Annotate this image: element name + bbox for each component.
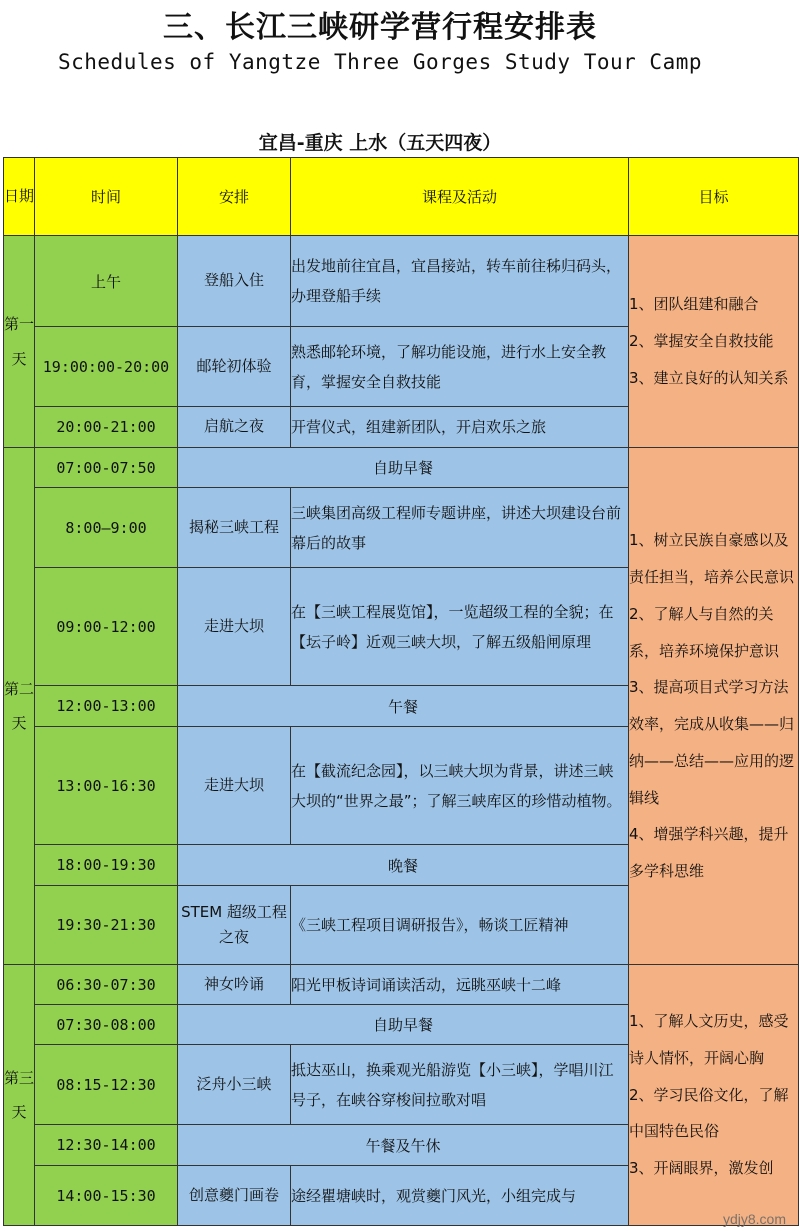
- day-cell: 第一天: [4, 236, 35, 448]
- time-cell: 19:30-21:30: [35, 886, 178, 965]
- arrangement-cell: 走进大坝: [178, 568, 291, 686]
- time-cell: 上午: [35, 236, 178, 327]
- time-cell: 19:00:00-20:00: [35, 327, 178, 407]
- goal-item: 3、开阔眼界，激发创: [629, 1159, 774, 1178]
- route-subtitle: 宜昌-重庆 上水（五天四夜）: [258, 132, 502, 154]
- meal-cell: 午餐及午休: [178, 1125, 629, 1166]
- header-goals: 目标: [629, 158, 799, 236]
- page-title: 三、长江三峡研学营行程安排表: [163, 10, 597, 45]
- meal-cell: 午餐: [178, 686, 629, 727]
- day-cell: 第三天: [4, 965, 35, 1226]
- activity-cell: 出发地前往宜昌，宜昌接站，转车前往秭归码头，办理登船手续: [291, 236, 629, 327]
- meal-cell: 自助早餐: [178, 448, 629, 488]
- time-cell: 12:30-14:00: [35, 1125, 178, 1166]
- arrangement-cell: 泛舟小三峡: [178, 1045, 291, 1125]
- arrangement-cell: 启航之夜: [178, 407, 291, 448]
- meal-cell: 晚餐: [178, 845, 629, 886]
- activity-cell: 在【截流纪念园】，以三峡大坝为背景，讲述三峡大坝的“世界之最”；了解三峡库区的珍惜动植物。: [291, 727, 629, 845]
- table-row: [4, 448, 799, 488]
- time-cell: 08:15-12:30: [35, 1045, 178, 1125]
- arrangement-cell: 创意夔门画卷: [178, 1166, 291, 1226]
- goal-item: 3、提高项目式学习方法效率，完成从收集——归纳——总结——应用的逻辑线: [629, 678, 795, 807]
- header-day: 日期: [4, 158, 35, 236]
- goal-item: 1、团队组建和融合: [629, 295, 759, 314]
- time-cell: 14:00-15:30: [35, 1166, 178, 1226]
- time-cell: 06:30-07:30: [35, 965, 178, 1005]
- time-cell: 20:00-21:00: [35, 407, 178, 448]
- activity-cell: 阳光甲板诗词诵读活动，远眺巫峡十二峰: [291, 965, 629, 1005]
- activity-cell: 开营仪式，组建新团队，开启欢乐之旅: [291, 407, 629, 448]
- activity-cell: 途经瞿塘峡时，观赏夔门风光，小组完成与: [291, 1166, 629, 1226]
- time-cell: 09:00-12:00: [35, 568, 178, 686]
- activity-cell: 三峡集团高级工程师专题讲座，讲述大坝建设台前幕后的故事: [291, 488, 629, 568]
- arrangement-cell: 揭秘三峡工程: [178, 488, 291, 568]
- table-row: [4, 965, 799, 1005]
- arrangement-cell: 邮轮初体验: [178, 327, 291, 407]
- goal-item: 4、增强学科兴趣，提升多学科思维: [629, 825, 789, 880]
- goal-item: 2、了解人与自然的关系，培养环境保护意识: [629, 604, 780, 660]
- goal-item: 2、学习民俗文化，了解中国特色民俗: [629, 1085, 789, 1141]
- goals-cell: [629, 236, 799, 448]
- watermark: ydjy8.com: [722, 1211, 786, 1227]
- time-cell: 18:00-19:30: [35, 845, 178, 886]
- activity-cell: 抵达巫山，换乘观光船游览【小三峡】，学唱川江号子，在峡谷穿梭间拉歌对唱: [291, 1045, 629, 1125]
- arrangement-cell: 走进大坝: [178, 727, 291, 845]
- goals-cell: [629, 965, 799, 1226]
- time-cell: 13:00-16:30: [35, 727, 178, 845]
- arrangement-cell: STEM 超级工程之夜: [178, 886, 291, 965]
- goal-item: 3、建立良好的认知关系: [629, 368, 789, 387]
- table-row: [4, 236, 799, 327]
- table-header-row: [4, 158, 799, 236]
- meal-cell: 自助早餐: [178, 1005, 629, 1045]
- header-time: 时间: [35, 158, 178, 236]
- activity-cell: 在【三峡工程展览馆】，一览超级工程的全貌；在【坛子岭】近观三峡大坝，了解五级船闸原理: [291, 568, 629, 686]
- time-cell: 07:00-07:50: [35, 448, 178, 488]
- goals-cell: [629, 448, 799, 965]
- schedule-table: [3, 157, 799, 1226]
- header-activities: 课程及活动: [291, 158, 629, 236]
- activity-cell: 熟悉邮轮环境，了解功能设施，进行水上安全教育，掌握安全自救技能: [291, 327, 629, 407]
- goal-item: 1、了解人文历史，感受诗人情怀，开阔心胸: [629, 1012, 789, 1067]
- arrangement-cell: 神女吟诵: [178, 965, 291, 1005]
- arrangement-cell: 登船入住: [178, 236, 291, 327]
- goal-item: 1、树立民族自豪感以及责任担当，培养公民意识: [629, 531, 795, 586]
- day-cell: 第二天: [4, 448, 35, 965]
- header-arrangement: 安排: [178, 158, 291, 236]
- page-title-english: Schedules of Yangtze Three Gorges Study Tour Camp: [57, 50, 702, 74]
- time-cell: 07:30-08:00: [35, 1005, 178, 1045]
- goal-item: 2、掌握安全自救技能: [629, 332, 774, 351]
- time-cell: 8:00—9:00: [35, 488, 178, 568]
- time-cell: 12:00-13:00: [35, 686, 178, 727]
- activity-cell: 《三峡工程项目调研报告》，畅谈工匠精神: [291, 886, 629, 965]
